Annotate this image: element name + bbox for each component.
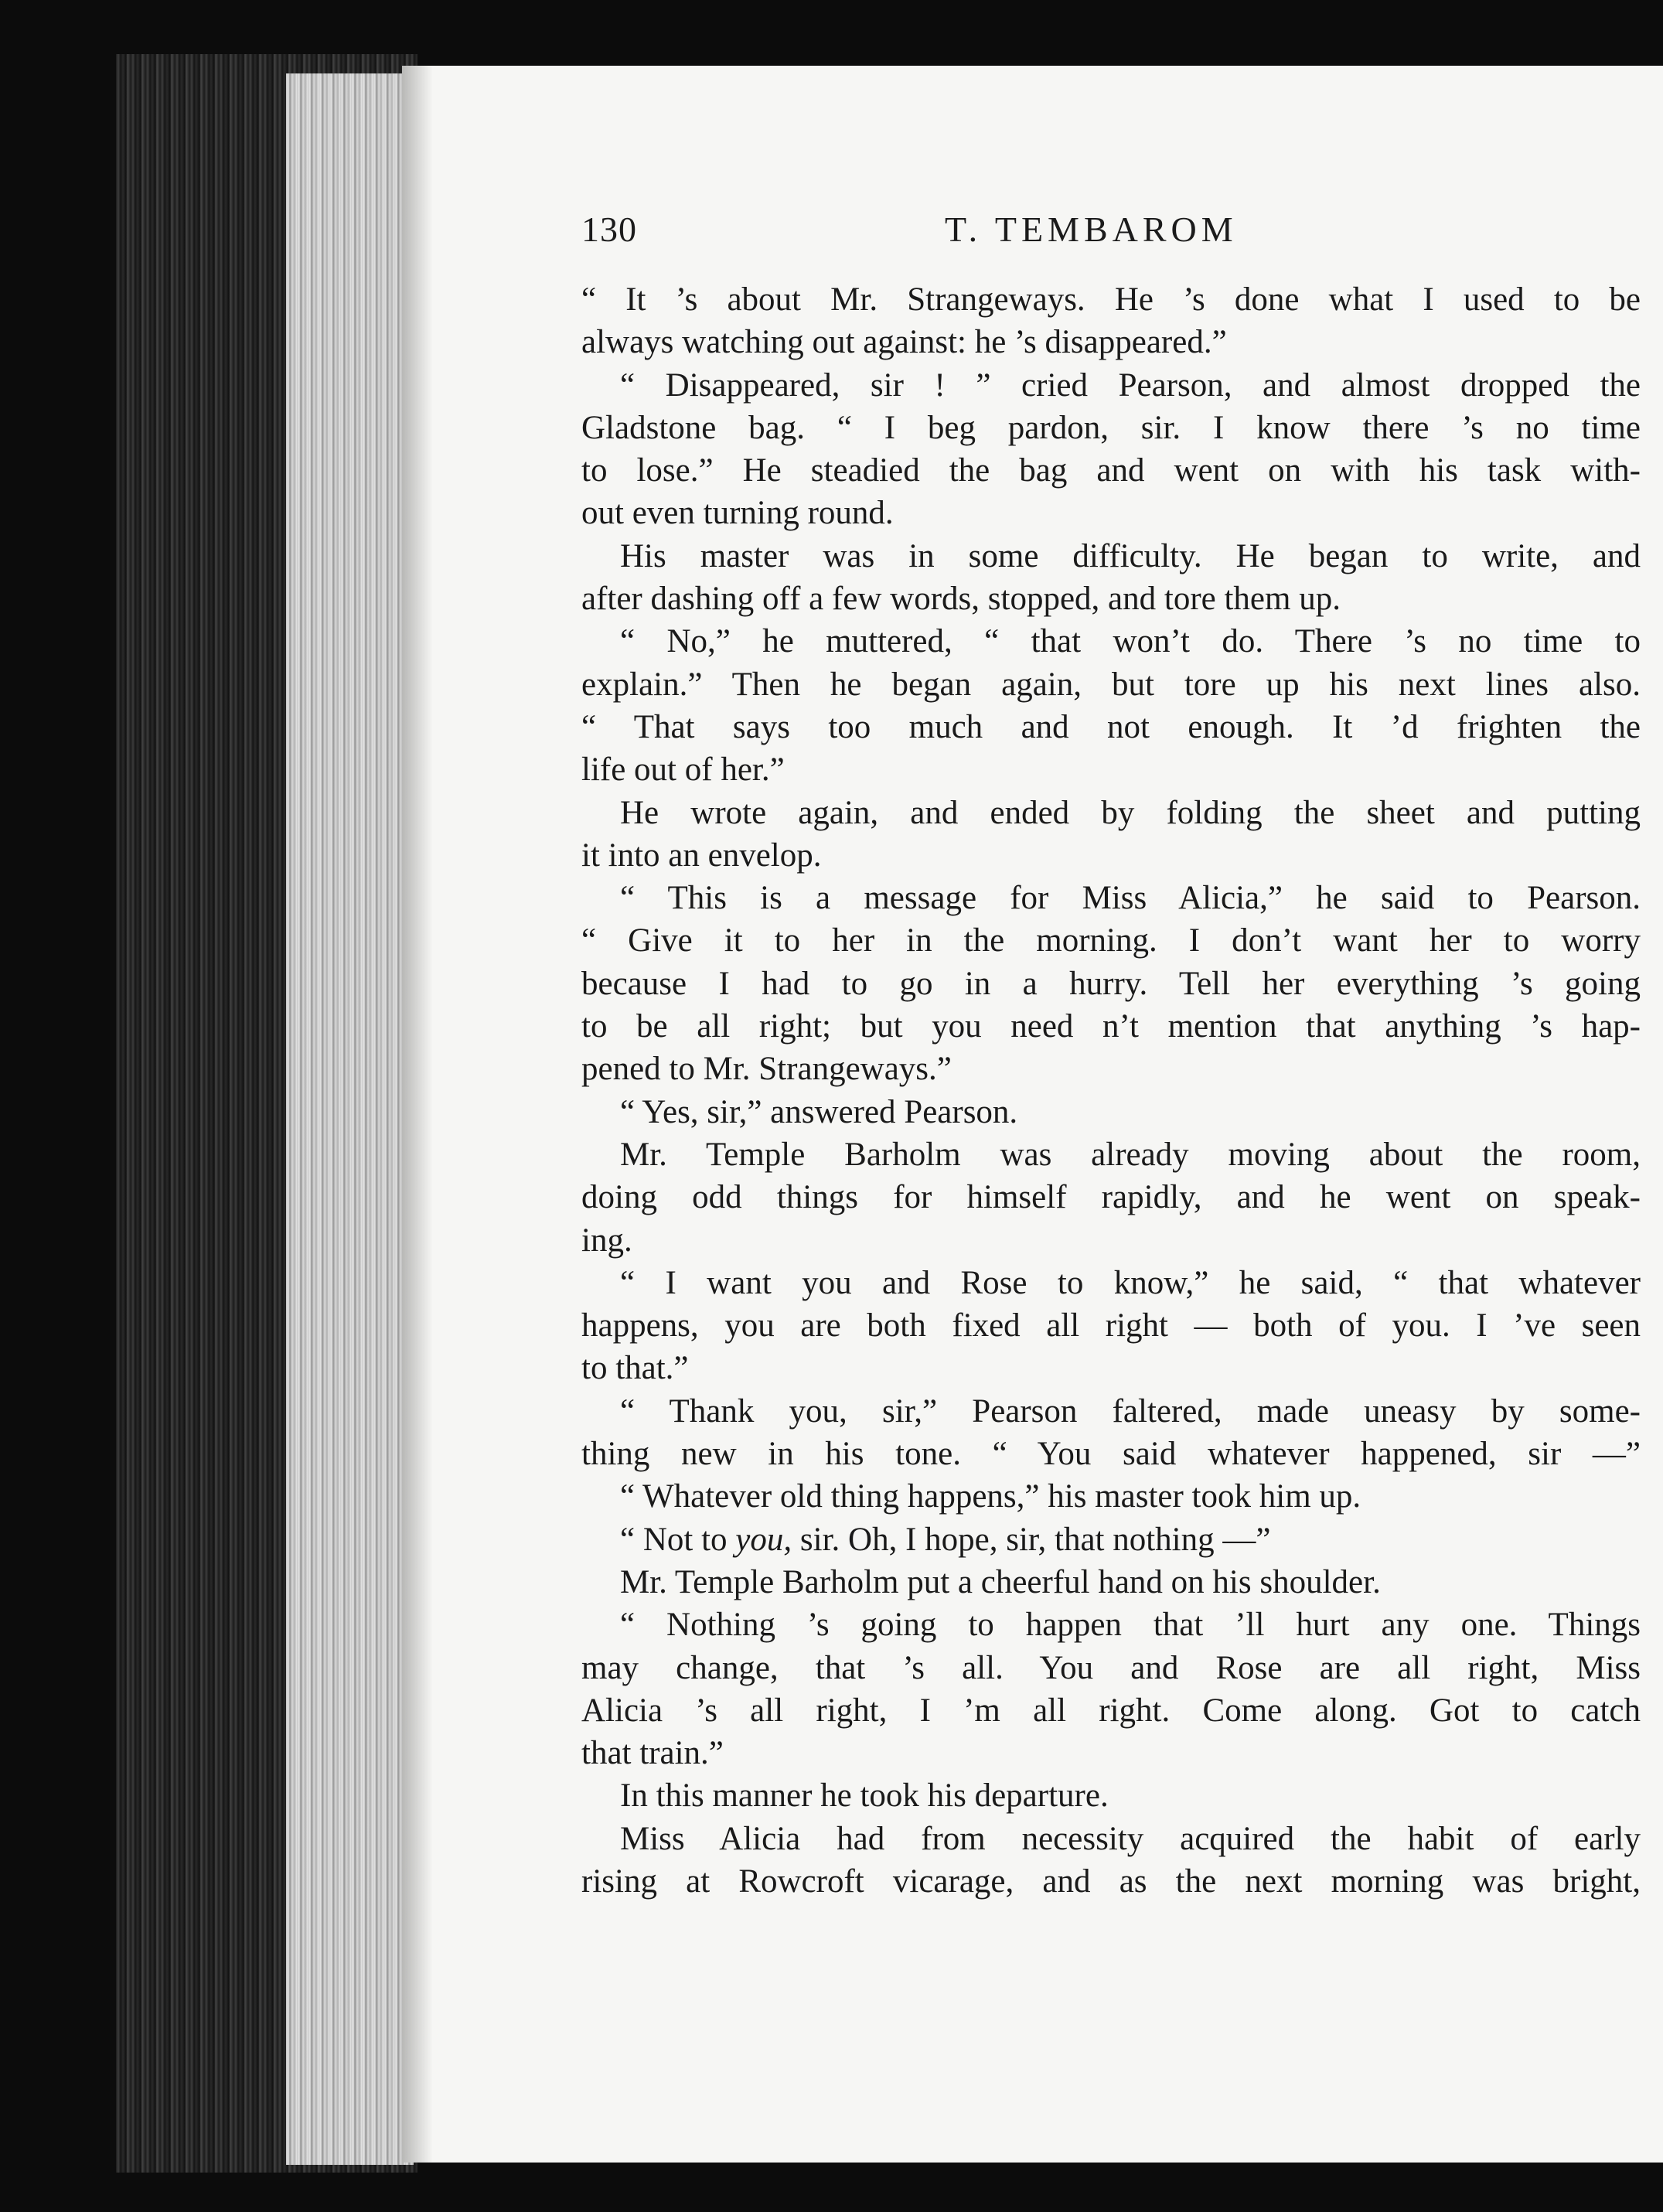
text-line: explain.” Then he began again, but tore up his next lines also.: [581, 666, 1641, 703]
text-line: ing.: [581, 1222, 632, 1259]
text-line: “ It ’s about Mr. Strangeways. He ’s done what I used to be: [581, 281, 1641, 318]
text-line: Alicia ’s all right, I ’m all right. Come along. Got to catch: [581, 1692, 1641, 1729]
text-line: to that.”: [581, 1350, 689, 1387]
text-line: rising at Rowcroft vicarage, and as the next morning was bright,: [581, 1863, 1641, 1900]
text-line: to lose.” He steadied the bag and went on with his task with-: [581, 452, 1641, 489]
text-line: doing odd things for himself rapidly, and he went on speak-: [581, 1179, 1641, 1216]
text-line: Miss Alicia had from necessity acquired the habit of early: [620, 1820, 1641, 1857]
text-line: “ No,” he muttered, “ that won’t do. There ’s no time to: [620, 623, 1641, 660]
text-line: to be all right; but you need n’t mention that anything ’s hap-: [581, 1008, 1641, 1045]
page-stack-highlight: [286, 73, 414, 2165]
text-line: “ That says too much and not enough. It ’d frighten the: [581, 708, 1641, 745]
text-line: may change, that ’s all. You and Rose are all right, Miss: [581, 1649, 1641, 1686]
text-line: In this manner he took his departure.: [620, 1777, 1109, 1815]
text-line: “ Disappeared, sir ! ” cried Pearson, and almost dropped the: [620, 366, 1641, 404]
text-line: always watching out against: he ’s disappeared.”: [581, 324, 1227, 361]
text-line: “ I want you and Rose to know,” he said, “ that whatever: [620, 1264, 1641, 1301]
text-line: because I had to go in a hurry. Tell her everything ’s going: [581, 965, 1641, 1002]
text-line: pened to Mr. Strangeways.”: [581, 1051, 952, 1088]
running-head: T. TEMBAROM: [945, 210, 1238, 249]
text-line: “ Not to you, sir. Oh, I hope, sir, that nothing —”: [620, 1521, 1271, 1558]
text-line: “ Whatever old thing happens,” his master took him up.: [620, 1478, 1361, 1515]
text-line: Mr. Temple Barholm put a cheerful hand on his shoulder.: [620, 1563, 1381, 1600]
text-line: Mr. Temple Barholm was already moving about the room,: [620, 1136, 1641, 1173]
text-line: Gladstone bag. “ I beg pardon, sir. I know there ’s no time: [581, 409, 1641, 446]
gutter-shadow: [402, 66, 433, 2163]
text-line: “ Give it to her in the morning. I don’t want her to worry: [581, 922, 1641, 959]
text-line: after dashing off a few words, stopped, and tore them up.: [581, 581, 1341, 618]
text-line: “ Nothing ’s going to happen that ’ll hurt any one. Things: [620, 1607, 1641, 1644]
text-line: “ This is a message for Miss Alicia,” he said to Pearson.: [620, 880, 1641, 917]
text-line: “ Thank you, sir,” Pearson faltered, made uneasy by some-: [620, 1392, 1641, 1430]
body-text: [581, 278, 1641, 1903]
text-line: His master was in some difficulty. He began to write, and: [620, 537, 1641, 574]
text-line: “ Yes, sir,” answered Pearson.: [620, 1093, 1018, 1130]
page-header: [581, 209, 1648, 263]
page-number: 130: [581, 210, 637, 249]
text-line: happens, you are both fixed all right — both of you. I ’ve seen: [581, 1307, 1641, 1345]
text-line: out even turning round.: [581, 495, 894, 532]
text-line: that train.”: [581, 1735, 724, 1772]
text-line: it into an envelop.: [581, 837, 822, 874]
text-line: He wrote again, and ended by folding the sheet and putting: [620, 794, 1641, 831]
text-line: thing new in his tone. “ You said whatever happened, sir —”: [581, 1436, 1641, 1473]
text-line: life out of her.”: [581, 752, 785, 789]
